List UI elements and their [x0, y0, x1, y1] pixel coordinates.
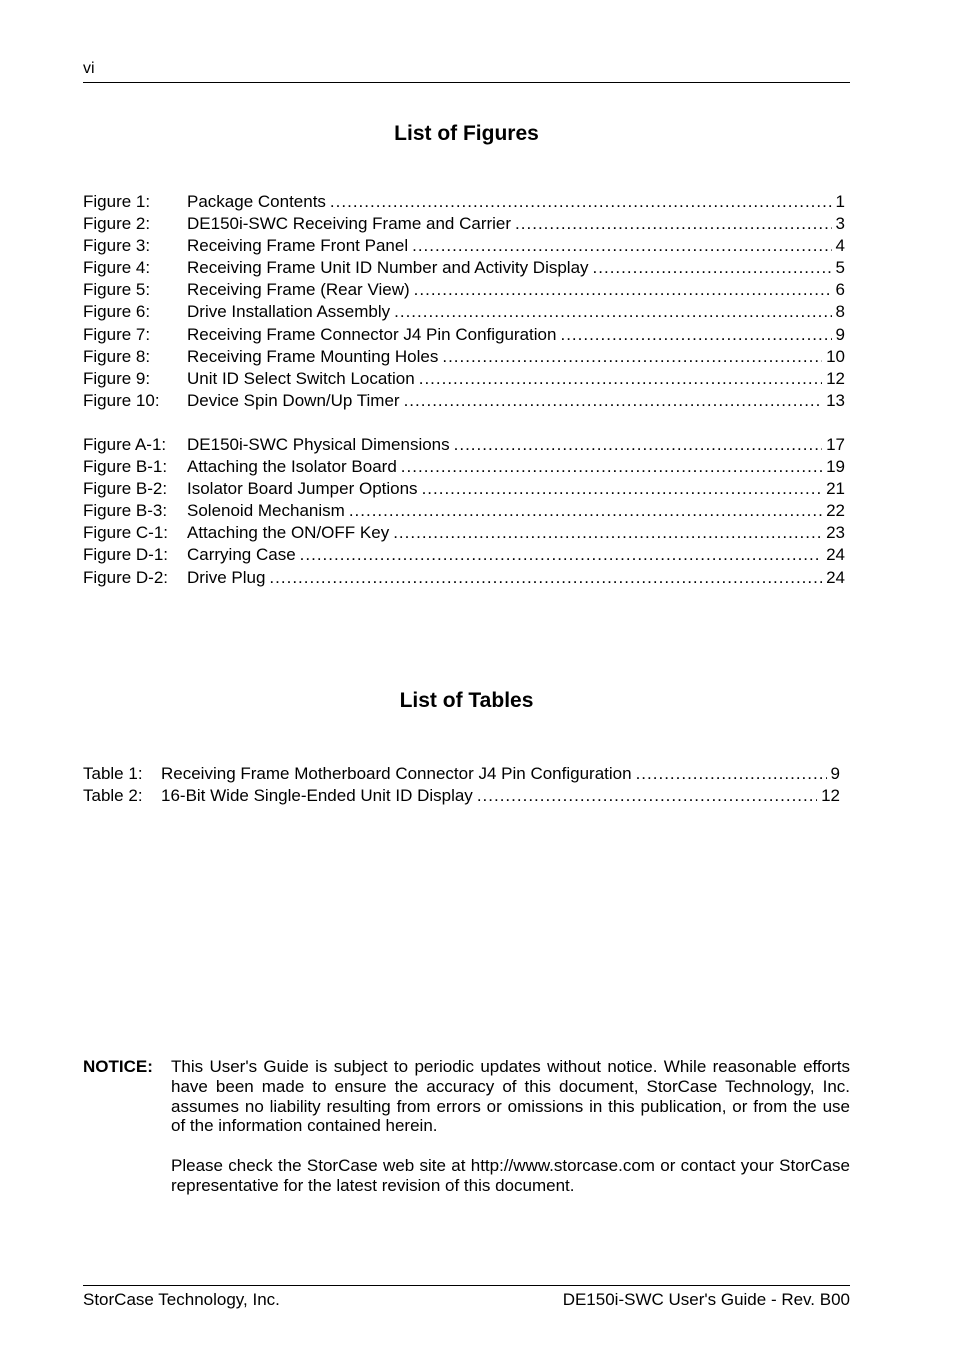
toc-entry-label: Table 2: — [83, 786, 143, 806]
toc-dot-leader — [419, 368, 822, 390]
toc-dot-leader — [414, 279, 832, 301]
toc-entry[interactable] — [83, 785, 840, 807]
toc-entry-title: Unit ID Select Switch Location — [187, 368, 415, 388]
toc-entry-page: 24 — [826, 545, 845, 565]
tables-list — [83, 763, 840, 807]
toc-entry-page: 8 — [835, 302, 845, 322]
toc-entry-page: 23 — [826, 523, 845, 543]
toc-entry-page: 13 — [826, 390, 845, 410]
toc-dot-leader — [401, 456, 822, 478]
toc-entry-label: Figure 6: — [83, 302, 151, 322]
figures-list — [83, 191, 845, 412]
toc-entry-title: Receiving Frame Front Panel — [187, 236, 409, 256]
toc-entry-title: Attaching the Isolator Board — [187, 457, 397, 477]
toc-entry-title: Receiving Frame Mounting Holes — [187, 346, 439, 366]
toc-entry-page: 9 — [830, 764, 840, 783]
toc-entry-label: Figure 10: — [83, 390, 160, 410]
toc-dot-leader — [593, 257, 832, 279]
toc-entry-title: Carrying Case — [187, 545, 296, 565]
toc-entry-title: Receiving Frame Connector J4 Pin Configuration — [187, 324, 557, 344]
toc-entry-label: Table 1: — [83, 764, 143, 783]
toc-entry[interactable] — [83, 301, 845, 323]
toc-entry-page: 10 — [826, 346, 845, 366]
page-number: vi — [83, 60, 95, 77]
toc-entry[interactable] — [83, 544, 845, 566]
notice-paragraph: This User's Guide is subject to periodic updates without notice. While reasonable efforts have been made to ensure the accuracy of this document, StorCase Technology, Inc. assumes no liability resulting from errors or omissions in this publication, or from the use of the information contained herein. — [171, 1057, 850, 1136]
toc-dot-leader — [394, 301, 831, 323]
toc-entry[interactable] — [83, 478, 845, 500]
toc-entry-page: 24 — [826, 567, 845, 587]
toc-entry-label: Figure B-2: — [83, 479, 168, 499]
toc-entry[interactable] — [83, 324, 845, 346]
toc-dot-leader — [442, 346, 822, 368]
toc-entry-title: Attaching the ON/OFF Key — [187, 523, 390, 543]
footer-company: StorCase Technology, Inc. — [83, 1290, 280, 1309]
notice-text — [171, 1057, 850, 1195]
toc-entry[interactable] — [83, 763, 840, 785]
toc-entry-title: Drive Plug — [187, 567, 266, 587]
toc-entry-label: Figure 7: — [83, 324, 151, 344]
toc-dot-leader — [515, 213, 831, 235]
notice-label: NOTICE: — [83, 1057, 153, 1076]
toc-dot-leader — [477, 785, 817, 807]
toc-entry-title: Receiving Frame Unit ID Number and Activity Display — [187, 258, 589, 278]
toc-entry-label: Figure D-2: — [83, 567, 169, 587]
toc-entry-page: 1 — [835, 192, 845, 211]
toc-entry[interactable] — [83, 500, 845, 522]
toc-entry-title: Isolator Board Jumper Options — [187, 479, 418, 499]
toc-dot-leader — [560, 324, 831, 346]
toc-entry-page: 3 — [835, 214, 845, 234]
toc-entry[interactable] — [83, 522, 845, 544]
toc-entry-label: Figure 8: — [83, 346, 151, 366]
toc-entry-page: 5 — [835, 258, 845, 278]
toc-entry-label: Figure 3: — [83, 236, 151, 256]
toc-entry-page: 9 — [835, 324, 845, 344]
toc-entry[interactable] — [83, 279, 845, 301]
toc-entry[interactable] — [83, 368, 845, 390]
toc-entry[interactable] — [83, 235, 845, 257]
toc-dot-leader — [636, 763, 827, 785]
notice-paragraph: Please check the StorCase web site at http://www.storcase.com or contact your StorCase representative for the latest revision of this document. — [171, 1155, 850, 1195]
toc-entry-label: Figure 1: — [83, 192, 151, 211]
toc-entry-label: Figure A-1: — [83, 435, 167, 454]
toc-dot-leader — [404, 390, 823, 412]
toc-dot-leader — [349, 500, 822, 522]
page-header — [83, 58, 850, 83]
toc-entry-page: 6 — [835, 280, 845, 300]
toc-entry-title: Device Spin Down/Up Timer — [187, 390, 400, 410]
toc-entry-label: Figure D-1: — [83, 545, 169, 565]
toc-entry-title: Solenoid Mechanism — [187, 501, 345, 521]
toc-dot-leader — [330, 191, 832, 213]
toc-entry[interactable] — [83, 213, 845, 235]
toc-entry-label: Figure C-1: — [83, 523, 169, 543]
toc-entry-label: Figure 5: — [83, 280, 151, 300]
toc-entry-page: 21 — [826, 479, 845, 499]
toc-entry-page: 12 — [821, 786, 840, 806]
list-of-figures-title: List of Figures — [394, 122, 539, 145]
toc-dot-leader — [269, 567, 822, 589]
toc-entry-page: 12 — [826, 368, 845, 388]
toc-entry[interactable] — [83, 390, 845, 412]
toc-entry-page: 4 — [835, 236, 845, 256]
toc-entry-title: 16-Bit Wide Single-Ended Unit ID Display — [161, 786, 473, 806]
toc-dot-leader — [300, 544, 822, 566]
toc-entry-title: Receiving Frame Motherboard Connector J4 Pin Configuration — [161, 764, 632, 783]
notice — [83, 1057, 850, 1215]
toc-entry[interactable] — [83, 434, 845, 456]
toc-entry[interactable] — [83, 257, 845, 279]
toc-entry-title: DE150i-SWC Physical Dimensions — [187, 435, 450, 454]
toc-entry-title: DE150i-SWC Receiving Frame and Carrier — [187, 214, 512, 234]
toc-entry-label: Figure 2: — [83, 214, 151, 234]
toc-entry-page: 19 — [826, 457, 845, 477]
footer-document-title: DE150i-SWC User's Guide - Rev. B00 — [562, 1290, 850, 1309]
toc-entry-page: 17 — [826, 435, 845, 454]
toc-entry-label: Figure B-1: — [83, 457, 168, 477]
toc-entry-label: Figure 9: — [83, 368, 151, 388]
toc-entry-title: Drive Installation Assembly — [187, 302, 391, 322]
toc-entry-title: Package Contents — [187, 192, 326, 211]
toc-entry[interactable] — [83, 567, 845, 589]
figures-appendix-list — [83, 434, 845, 589]
list-of-tables-title: List of Tables — [399, 689, 534, 712]
toc-dot-leader — [393, 522, 822, 544]
toc-dot-leader — [454, 434, 822, 456]
toc-entry[interactable] — [83, 191, 845, 213]
toc-entry-page: 22 — [826, 501, 845, 521]
toc-entry-label: Figure 4: — [83, 258, 151, 278]
toc-entry-title: Receiving Frame (Rear View) — [187, 280, 410, 300]
toc-dot-leader — [412, 235, 831, 257]
toc-entry-label: Figure B-3: — [83, 501, 168, 521]
toc-dot-leader — [422, 478, 823, 500]
toc-entry[interactable] — [83, 346, 845, 368]
page-footer — [83, 1285, 850, 1310]
toc-entry[interactable] — [83, 456, 845, 478]
